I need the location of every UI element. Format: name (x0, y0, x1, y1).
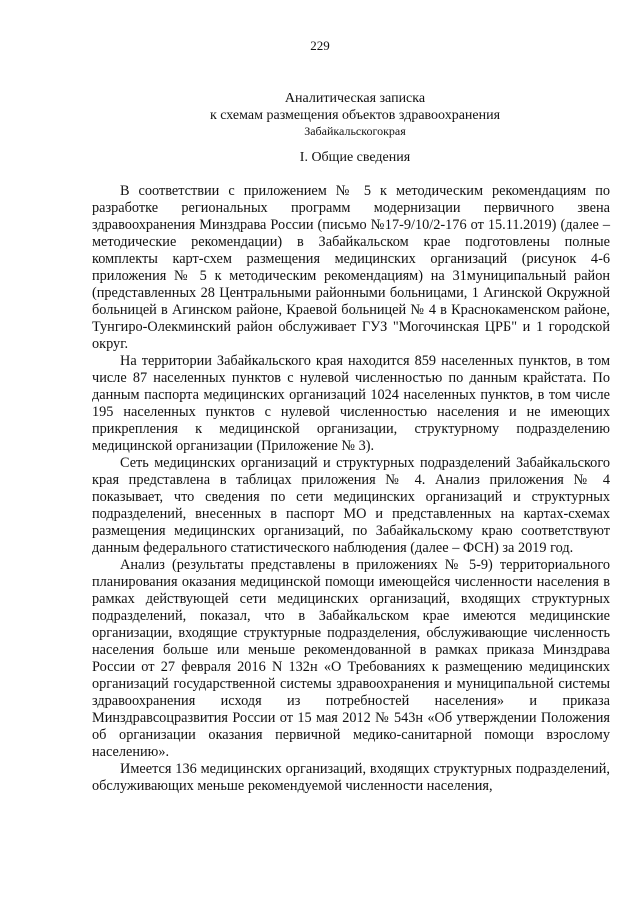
document-title (150, 90, 560, 139)
paragraph-5: Имеется 136 медицинских организаций, входящих структурных подразделений, обслуживающих меньше рекомендуемой численности населения, (92, 761, 610, 794)
paragraph-3: Сеть медицинских организаций и структурных подразделений Забайкальского края представлена в таблицах приложения № 4. Анализ приложения № 4 показывает, что сведения по сети медицинских организаций и структурных подразделений, внесенных в паспорт МО и представленных на картах-схемах размещения медицинских организаций, по Забайкальскому краю соответствуют данным федерального статистического наблюдения (далее – ФСН) за 2019 год. (92, 455, 610, 556)
page-number: 229 (310, 38, 330, 53)
paragraph-2: На территории Забайкальского края находится 859 населенных пунктов, в том числе 87 населенных пунктов с нулевой численностью по данным крайстата. По данным паспорта медицинских организаций 1024 населенных пунктов, в том числе 195 населенных пунктов с нулевой численностью населения и не имеющих прикрепления к медицинской организации, структурному подразделению медицинской организации (Приложение № 3). (92, 353, 610, 454)
paragraph-1: В соответствии с приложением № 5 к методическим рекомендациям по разработке региональных программ модернизации первичного звена здравоохранения Минздрава России (письмо №17-9/10/2-176 от 15.11.2019) (далее – методические рекомендации) в Забайкальском крае подготовлены полные комплекты карт-схем размещения медицинских организаций (рисунок 4-6 приложения № 5 к методическим рекомендациям) на 31муниципальный район (представленных 28 Центральными районными больницами, 1 Агинской Окружной больницей в Агинском районе, Краевой больницей № 4 в Краснокаменском районе, Тунгиро-Олекминский район обслуживает ГУЗ "Могочинская ЦРБ" и 1 городской округ. (92, 183, 610, 352)
title-line-1: Аналитическая записка (284, 91, 426, 106)
title-region: Забайкальскогокрая (304, 124, 406, 138)
paragraph-4: Анализ (результаты представлены в приложениях № 5-9) территориального планирования оказания медицинской помощи имеющейся численности населения в рамках действующей сети медицинских организаций, входящих структурных подразделений, показал, что в Забайкальском крае имеются медицинские организации, входящие структурные подразделения, обслуживающие численность населения больше или меньше рекомендованной в рамках приказа Минздрава России от 27 февраля 2016 N 132н «О Требованиях к размещению медицинских организаций государственной системы здравоохранения и муниципальной системы здравоохранения исходя из потребностей населения» и приказа Минздравсоцразвития России от 15 мая 2012 № 543н «Об утверждении Положения об организации оказания первичной медико-санитарной помощи взрослому населению». (92, 557, 610, 760)
title-line-2: к схемам размещения объектов здравоохранения (209, 108, 501, 123)
section-heading: I. Общие сведения (299, 150, 411, 165)
body-text (92, 183, 610, 795)
